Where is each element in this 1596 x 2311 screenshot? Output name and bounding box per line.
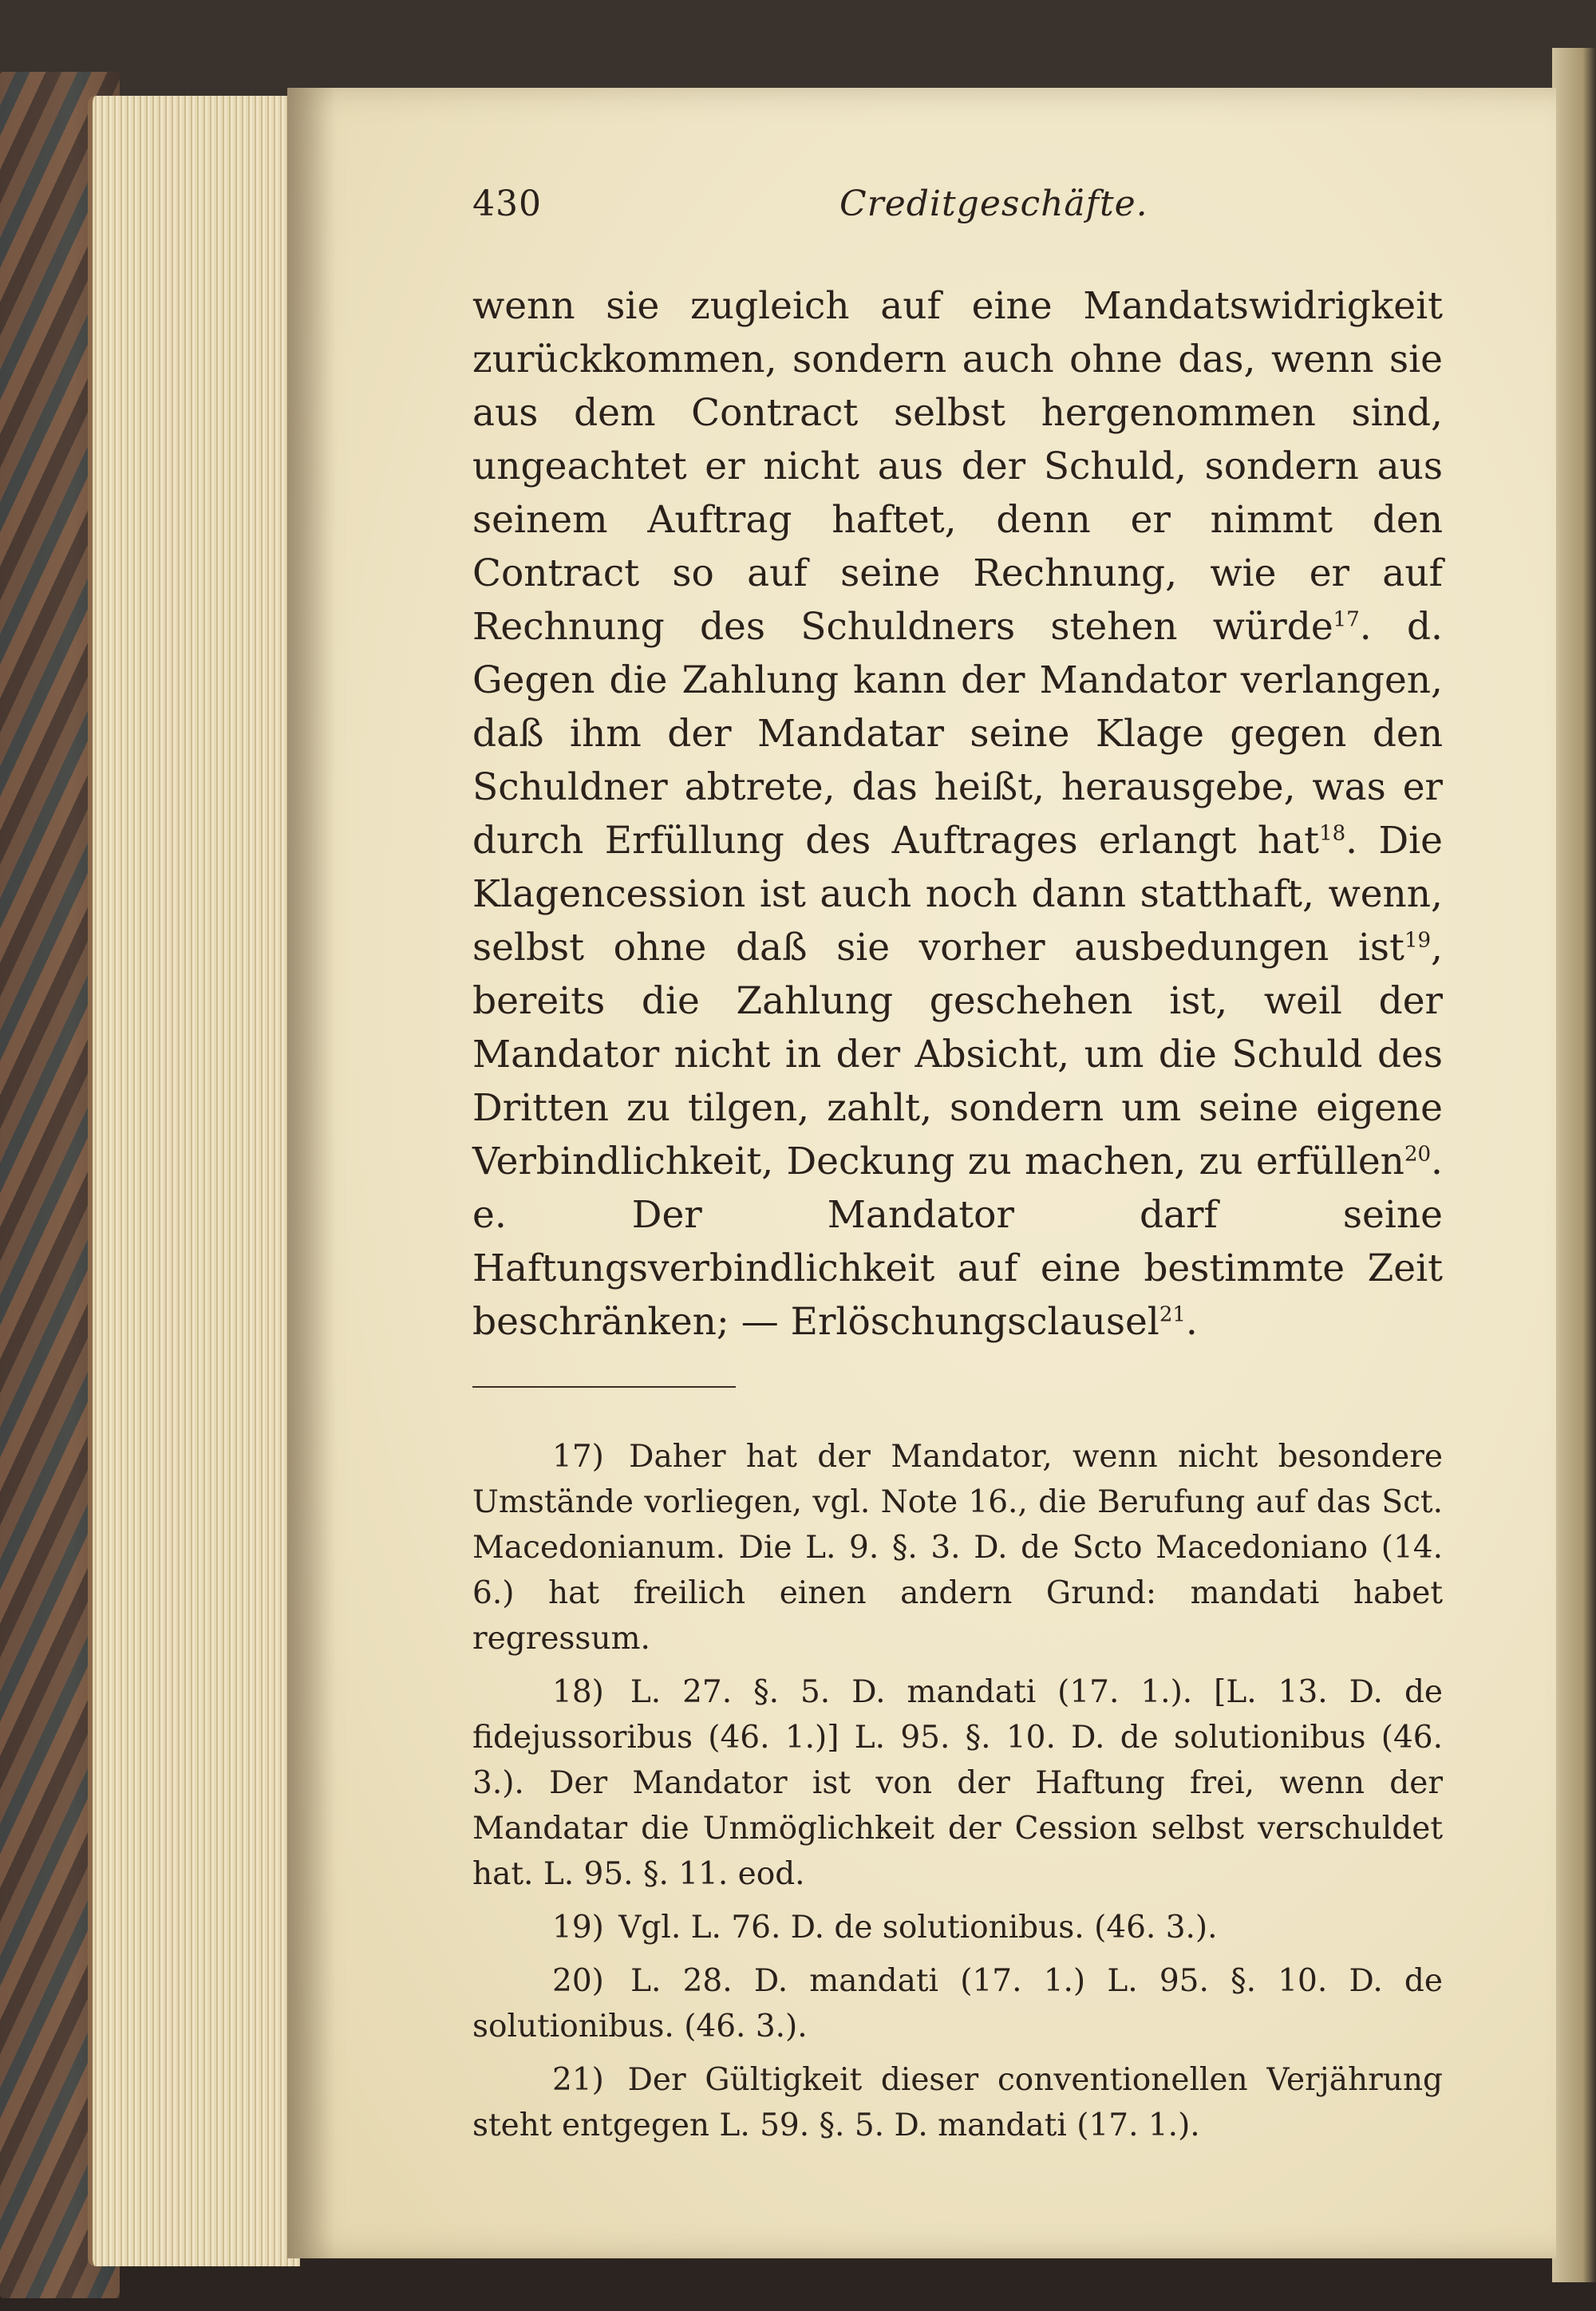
footnote-number: 21) <box>552 2062 604 2098</box>
footnote-text: L. 27. §. 5. D. mandati (17. 1.). [L. 13. D. de fidejussoribus (46. 1.)] L. 95. §. 10. D. de solutionibus (46. 3.). Der Mandator ist von der Haftung frei, wenn der Mandatar die Unmöglichkeit der Cession selbst verschuldet hat. L. 95. §. 11. eod. <box>472 1674 1443 1892</box>
footnote-number: 17) <box>552 1439 604 1475</box>
body-text-segment: . Die Klagencession ist auch noch dann statthaft, wenn, selbst ohne daß sie vorher ausbedungen ist <box>472 819 1443 970</box>
body-text-segment: , bereits die Zahlung geschehen ist, weil der Mandator nicht in der Absicht, um die Schuld des Dritten zu tilgen, zahlt, sondern um seine eigene Verbindlichkeit, Deckung zu machen, zu erfüllen <box>472 926 1443 1183</box>
footnote-number: 20) <box>552 1963 604 1999</box>
footnote-20 <box>472 1958 1443 2049</box>
footnote-text: L. 28. D. mandati (17. 1.) L. 95. §. 10. D. de solutionibus. (46. 3.). <box>472 1963 1443 2044</box>
main-paragraph <box>472 279 1443 1349</box>
footnote-17 <box>472 1434 1443 1661</box>
body-text-segment: . <box>1185 1300 1198 1344</box>
footnote-ref-21: 21 <box>1159 1302 1186 1327</box>
footnote-text: Vgl. L. 76. D. de solutionibus. (46. 3.). <box>618 1910 1218 1946</box>
page-edges <box>88 96 300 2266</box>
gutter-shadow <box>287 88 335 2258</box>
footnote-18 <box>472 1669 1443 1897</box>
footnote-ref-18: 18 <box>1319 821 1346 846</box>
body-text-segment: . e. Der Mandator darf seine Haftungsverbindlichkeit auf eine bestimmte Zeit beschränken; — Erlöschungsclausel <box>472 1140 1443 1344</box>
footnotes <box>472 1434 1443 2148</box>
footnote-19 <box>472 1905 1443 1950</box>
footnote-text: Der Gültigkeit dieser conventionellen Verjährung steht entgegen L. 59. §. 5. D. mandati (17. 1.). <box>472 2062 1443 2143</box>
footnote-number: 18) <box>552 1674 604 1710</box>
footnote-separator <box>472 1386 736 1388</box>
page-content <box>472 184 1443 2156</box>
body-text-segment: wenn sie zugleich auf eine Mandatswidrigkeit zurückkommen, sondern auch ohne das, wenn sie aus dem Contract selbst hergenommen sind, ungeachtet er nicht aus der Schuld, sondern aus seinem Auftrag haftet, denn er nimmt den Contract so auf seine Rechnung, wie er auf Rechnung des Schuldners stehen würde <box>472 284 1443 649</box>
body-text-segment: . d. Gegen die Zahlung kann der Mandator verlangen, daß ihm der Mandatar seine Klage gegen den Schuldner abtrete, das heißt, herausgebe, was er durch Erfüllung des Auftrages erlangt hat <box>472 605 1443 863</box>
page-header <box>472 184 1443 247</box>
footnote-21 <box>472 2057 1443 2148</box>
footnote-ref-19: 19 <box>1404 928 1432 953</box>
footnote-text: Daher hat der Mandator, wenn nicht besondere Umstände vorliegen, vgl. Note 16., die Berufung auf das Sct. Macedonianum. Die L. 9. §. 3. D. de Scto Macedoniano (14. 6.) hat freilich einen andern Grund: mandati habet regressum. <box>472 1439 1443 1657</box>
next-page-edge <box>1552 48 1596 2282</box>
footnote-number: 19) <box>552 1910 604 1946</box>
running-title: Creditgeschäfte. <box>839 184 1148 224</box>
footnote-ref-20: 20 <box>1404 1142 1432 1167</box>
footnote-ref-17: 17 <box>1333 607 1360 632</box>
page-number: 430 <box>472 184 542 224</box>
